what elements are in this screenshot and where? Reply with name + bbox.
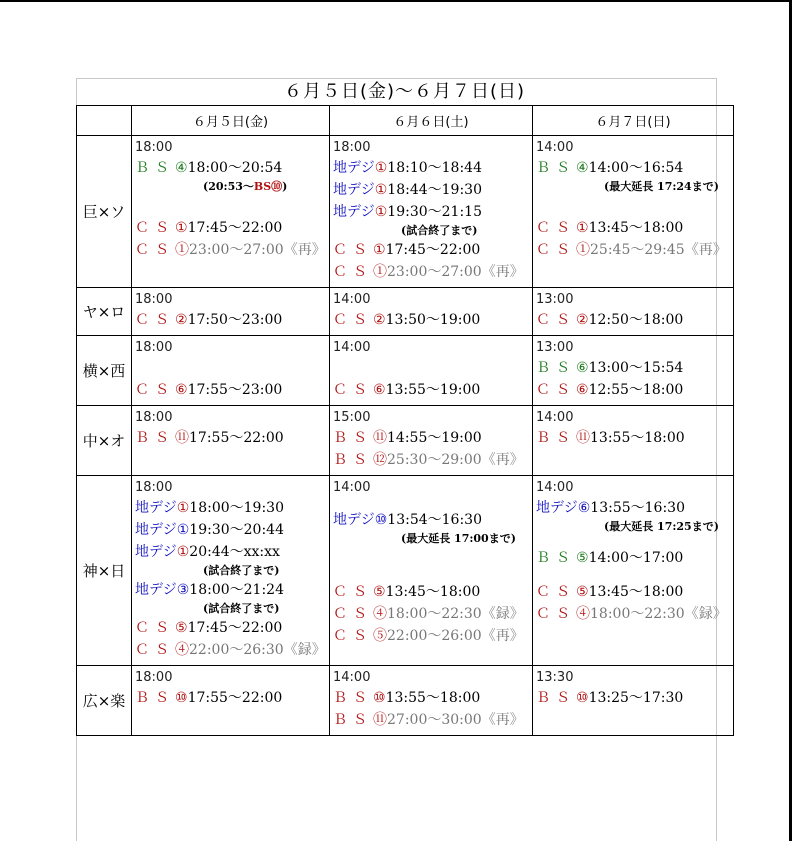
game-start-time: 13:00: [536, 292, 574, 307]
schedule-cell: [533, 136, 734, 288]
broadcast-line: [135, 639, 327, 661]
broadcast-line: [333, 687, 530, 709]
schedule-cell: [132, 476, 330, 666]
channel-number: ⑤: [175, 620, 188, 636]
broadcast-time: 12:55～18:00: [588, 382, 684, 398]
broadcast-line: [135, 239, 327, 261]
schedule-cell: [330, 136, 533, 288]
broadcast-time: 18:00～19:30: [189, 500, 284, 516]
game-start-time: 14:00: [333, 292, 371, 307]
broadcast-line: [536, 547, 731, 569]
day-header: ６月６日(土): [330, 106, 533, 136]
broadcast-line: [333, 709, 530, 731]
broadcast-time: 13:25～17:30: [588, 690, 684, 706]
channel-number: ①: [176, 522, 190, 538]
channel-number: ⑥: [576, 382, 589, 398]
channel-number: ①: [373, 242, 386, 258]
game-start-time: 18:00: [135, 670, 173, 685]
broadcast-line: [135, 617, 327, 639]
game-start-time: 14:00: [536, 480, 574, 495]
team-matchup: 広×楽: [77, 666, 132, 736]
game-start-time: 14:00: [333, 670, 371, 685]
schedule-cell: [533, 288, 734, 336]
broadcast-time: 13:55～19:00: [385, 382, 481, 398]
broadcast-note: [536, 519, 731, 535]
team-matchup: ヤ×ロ: [77, 288, 132, 336]
channel-type: ＢＳ: [536, 160, 576, 176]
channel-number: ①: [374, 160, 388, 176]
schedule-cell: [533, 336, 734, 406]
channel-number: ④: [576, 606, 590, 622]
broadcast-time: 23:00～27:00《再》: [189, 242, 326, 258]
broadcast-time: 17:55～22:00: [189, 430, 284, 446]
channel-type: ＣＳ: [536, 220, 576, 236]
channel-number: ⑥: [175, 382, 188, 398]
channel-number: ①: [373, 264, 387, 280]
broadcast-note: [135, 601, 327, 617]
channel-type: ＣＳ: [135, 382, 175, 398]
broadcast-line: [536, 497, 731, 519]
channel-type: ＣＳ: [135, 642, 175, 658]
channel-number: ①: [576, 220, 589, 236]
broadcast-note: [333, 531, 530, 547]
spacer: [135, 195, 327, 217]
broadcast-line: [536, 239, 731, 261]
broadcast-line: [333, 201, 530, 223]
broadcast-time: 22:00～26:00《再》: [387, 628, 524, 644]
broadcast-line: [135, 379, 327, 401]
broadcast-time: 14:00～16:54: [588, 160, 684, 176]
broadcast-time: 22:00～26:30《録》: [189, 642, 326, 658]
broadcast-time: 25:45～29:45《再》: [590, 242, 727, 258]
channel-type: 地デジ: [135, 500, 177, 516]
channel-type: ＣＳ: [333, 264, 373, 280]
note-text: (最大延長 17:00まで): [401, 532, 516, 545]
channel-number: ⑤: [373, 628, 387, 644]
channel-number: ⑫: [373, 452, 387, 468]
channel-number: ④: [373, 606, 387, 622]
day-header: ６月５日(金): [132, 106, 330, 136]
channel-number: ⑤: [576, 584, 589, 600]
channel-type: 地デジ: [333, 160, 375, 176]
channel-number: ①: [374, 182, 388, 198]
broadcast-line: [135, 541, 327, 563]
broadcast-time: 17:45～22:00: [187, 620, 283, 636]
broadcast-line: [135, 309, 327, 331]
broadcast-time: 13:55～16:30: [590, 500, 685, 516]
broadcast-line: [333, 309, 530, 331]
broadcast-line: [333, 427, 530, 449]
table-row: [77, 666, 734, 736]
spacer: [333, 569, 530, 581]
channel-number: ⑪: [576, 430, 590, 446]
broadcast-time: 20:44～xx:xx: [189, 544, 280, 560]
page-title: ６月５日(金)～６月７日(日): [283, 81, 526, 102]
schedule-cell: [132, 336, 330, 406]
broadcast-time: 14:55～19:00: [387, 430, 482, 446]
channel-number: ②: [175, 312, 188, 328]
channel-number: ④: [576, 160, 589, 176]
channel-type: ＢＳ: [135, 160, 175, 176]
broadcast-line: [333, 239, 530, 261]
channel-type: ＣＳ: [135, 620, 175, 636]
game-start-time: 18:00: [135, 410, 173, 425]
team-matchup: 神×日: [77, 476, 132, 666]
table-row: [77, 476, 734, 666]
channel-number: ①: [374, 204, 388, 220]
schedule-cell: [132, 288, 330, 336]
broadcast-line: [536, 157, 731, 179]
channel-type: ＣＳ: [135, 312, 175, 328]
channel-type: ＣＳ: [536, 606, 576, 622]
broadcast-time: 13:55～18:00: [590, 430, 685, 446]
game-start-time: 13:30: [536, 670, 574, 685]
broadcast-line: [135, 427, 327, 449]
broadcast-line: [536, 357, 731, 379]
channel-type: ＣＳ: [536, 242, 576, 258]
broadcast-time: 23:00～27:00《再》: [387, 264, 524, 280]
broadcast-time: 13:54～16:30: [387, 512, 482, 528]
channel-number: ⑩: [373, 690, 386, 706]
broadcast-line: [536, 309, 731, 331]
note-text: (20:53～: [203, 180, 254, 193]
schedule-cell: [330, 406, 533, 476]
channel-number: ④: [175, 642, 189, 658]
team-matchup: 中×オ: [77, 406, 132, 476]
channel-number: ①: [176, 544, 190, 560]
channel-type: ＣＳ: [536, 584, 576, 600]
broadcast-time: 13:50～19:00: [385, 312, 481, 328]
broadcast-time: 12:50～18:00: [588, 312, 684, 328]
channel-type: ＣＳ: [135, 220, 175, 236]
broadcast-time: 17:55～23:00: [187, 382, 283, 398]
corner-cell: [77, 106, 132, 136]
schedule-cell: [533, 666, 734, 736]
note-text: (試合終了まで): [203, 602, 280, 615]
broadcast-line: [333, 509, 530, 531]
schedule-cell: [132, 406, 330, 476]
broadcast-note: [135, 563, 327, 579]
schedule-cell: [533, 476, 734, 666]
channel-type: 地デジ: [333, 204, 375, 220]
channel-type: ＢＳ: [536, 430, 576, 446]
channel-type: ＢＳ: [333, 430, 373, 446]
broadcast-line: [135, 157, 327, 179]
schedule-cell: [330, 666, 533, 736]
channel-type: ＣＳ: [536, 382, 576, 398]
spacer: [536, 195, 731, 217]
game-start-time: 13:00: [536, 340, 574, 355]
game-start-time: 18:00: [135, 292, 173, 307]
spacer: [333, 497, 530, 509]
broadcast-line: [333, 581, 530, 603]
channel-type: ＣＳ: [135, 242, 175, 258]
broadcast-line: [135, 497, 327, 519]
channel-type: ＢＳ: [333, 690, 373, 706]
spacer: [333, 547, 530, 569]
broadcast-line: [135, 579, 327, 601]
schedule-table: [76, 105, 734, 736]
channel-type: ＣＳ: [536, 312, 576, 328]
note-text: (試合終了まで): [401, 224, 478, 237]
schedule-cell: [330, 288, 533, 336]
note-text: (最大延長 17:25まで): [604, 520, 719, 533]
broadcast-time: 18:00～20:54: [187, 160, 283, 176]
broadcast-time: 13:55～18:00: [385, 690, 481, 706]
channel-number: ①: [175, 242, 189, 258]
channel-number: ⑩: [175, 690, 188, 706]
channel-number: ④: [175, 160, 188, 176]
channel-type: ＢＳ: [135, 430, 175, 446]
note-text: ): [282, 180, 288, 193]
broadcast-time: 19:30～20:44: [189, 522, 284, 538]
broadcast-time: 18:10～18:44: [387, 160, 482, 176]
game-start-time: 18:00: [135, 140, 173, 155]
broadcast-time: 17:50～23:00: [187, 312, 283, 328]
day-header: ６月７日(日): [533, 106, 734, 136]
channel-type: 地デジ: [536, 500, 578, 516]
game-start-time: 15:00: [333, 410, 371, 425]
channel-type: ＣＳ: [333, 382, 373, 398]
channel-number: ⑥: [576, 360, 589, 376]
note-text: (試合終了まで): [203, 564, 280, 577]
broadcast-note: [135, 179, 327, 195]
spacer: [333, 357, 530, 379]
channel-type: 地デジ: [333, 182, 375, 198]
channel-number: ①: [576, 242, 590, 258]
channel-type: ＣＳ: [333, 628, 373, 644]
broadcast-time: 18:00～22:30《録》: [590, 606, 727, 622]
channel-type: 地デジ: [135, 582, 177, 598]
channel-type: ＢＳ: [536, 690, 576, 706]
broadcast-time: 13:45～18:00: [588, 584, 684, 600]
schedule-cell: [533, 406, 734, 476]
channel-number: ②: [576, 312, 589, 328]
note-text: (最大延長 17:24まで): [604, 180, 719, 193]
game-start-time: 14:00: [536, 140, 574, 155]
broadcast-time: 27:00～30:00《再》: [387, 712, 524, 728]
channel-type: ＢＳ: [536, 550, 576, 566]
table-row: [77, 336, 734, 406]
channel-number: ②: [373, 312, 386, 328]
channel-number: ①: [175, 220, 188, 236]
broadcast-line: [536, 687, 731, 709]
spacer: [135, 357, 327, 379]
channel-type: ＣＳ: [333, 312, 373, 328]
table-row: [77, 288, 734, 336]
broadcast-time: 14:00～17:00: [588, 550, 684, 566]
channel-number: ⑥: [373, 382, 386, 398]
schedule-cell: [132, 136, 330, 288]
broadcast-line: [135, 217, 327, 239]
channel-number: ⑪: [373, 430, 387, 446]
table-row: [77, 136, 734, 288]
broadcast-line: [536, 603, 731, 625]
channel-type: ＢＳ: [333, 712, 373, 728]
broadcast-line: [536, 379, 731, 401]
channel-type: 地デジ: [135, 522, 177, 538]
channel-number: ⑥: [577, 500, 591, 516]
broadcast-time: 13:45～18:00: [385, 584, 481, 600]
broadcast-time: 13:45～18:00: [588, 220, 684, 236]
table-header-row: [77, 106, 734, 136]
channel-type: 地デジ: [135, 544, 177, 560]
channel-type: ＢＳ: [135, 690, 175, 706]
broadcast-time: 13:00～15:54: [588, 360, 684, 376]
broadcast-time: 25:30～29:00《再》: [387, 452, 524, 468]
broadcast-line: [333, 379, 530, 401]
broadcast-line: [135, 519, 327, 541]
broadcast-line: [333, 449, 530, 471]
game-start-time: 14:00: [333, 480, 371, 495]
broadcast-line: [135, 687, 327, 709]
channel-type: ＣＳ: [333, 606, 373, 622]
broadcast-note: [536, 179, 731, 195]
note-channel: BS⑩: [253, 180, 283, 193]
game-start-time: 14:00: [536, 410, 574, 425]
broadcast-time: 17:55～22:00: [187, 690, 283, 706]
game-start-time: 14:00: [333, 340, 371, 355]
broadcast-note: [333, 223, 530, 239]
broadcast-line: [333, 625, 530, 647]
broadcast-time: 18:00～21:24: [189, 582, 284, 598]
channel-type: ＣＳ: [333, 584, 373, 600]
broadcast-time: 17:45～22:00: [187, 220, 283, 236]
channel-type: 地デジ: [333, 512, 375, 528]
broadcast-time: 17:45～22:00: [385, 242, 481, 258]
game-start-time: 18:00: [333, 140, 371, 155]
table-row: [77, 406, 734, 476]
team-matchup: 横×西: [77, 336, 132, 406]
channel-number: ⑪: [175, 430, 189, 446]
team-matchup: 巨×ソ: [77, 136, 132, 288]
broadcast-line: [536, 581, 731, 603]
schedule-cell: [132, 666, 330, 736]
schedule-body: [77, 136, 734, 736]
channel-number: ⑤: [576, 550, 589, 566]
channel-number: ⑤: [373, 584, 386, 600]
channel-type: ＣＳ: [333, 242, 373, 258]
game-start-time: 18:00: [135, 480, 173, 495]
channel-number: ①: [176, 500, 190, 516]
channel-type: ＢＳ: [333, 452, 373, 468]
channel-number: ⑪: [373, 712, 387, 728]
spacer: [536, 569, 731, 581]
broadcast-time: 19:30～21:15: [387, 204, 482, 220]
broadcast-time: 18:00～22:30《録》: [387, 606, 524, 622]
broadcast-line: [333, 179, 530, 201]
broadcast-line: [536, 427, 731, 449]
schedule-cell: [330, 336, 533, 406]
spacer: [536, 535, 731, 547]
broadcast-line: [333, 157, 530, 179]
channel-number: ⑩: [374, 512, 388, 528]
broadcast-time: 18:44～19:30: [387, 182, 482, 198]
game-start-time: 18:00: [135, 340, 173, 355]
channel-type: ＢＳ: [536, 360, 576, 376]
broadcast-line: [333, 603, 530, 625]
broadcast-line: [333, 261, 530, 283]
channel-number: ⑩: [576, 690, 589, 706]
broadcast-line: [536, 217, 731, 239]
channel-number: ③: [176, 582, 190, 598]
schedule-cell: [330, 476, 533, 666]
